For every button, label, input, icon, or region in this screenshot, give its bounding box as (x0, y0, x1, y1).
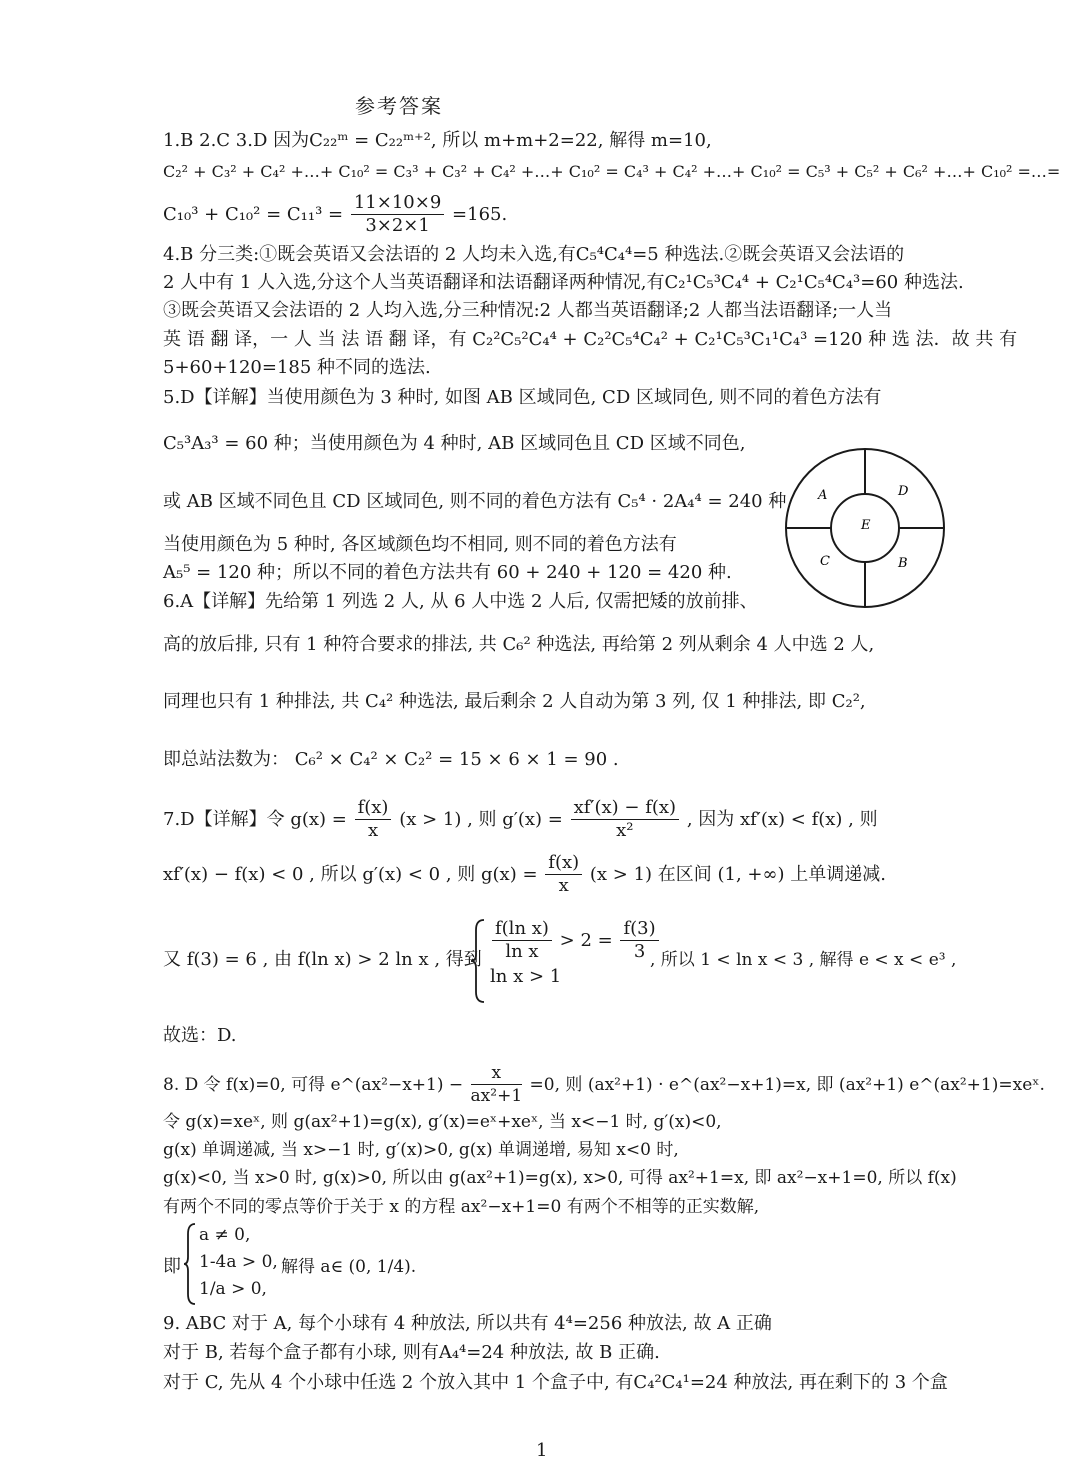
fraction-denominator: 3×2×1 (365, 215, 430, 236)
fraction-numerator: f(x) (355, 797, 392, 820)
answer-5-line-5: A₅⁵ = 120 种；所以不同的着色方法共有 60 + 240 + 120 = 420 种. (163, 562, 732, 583)
answer-4-line-4: 英 语 翻 译，一 人 当 法 语 翻 译，有 C₂²C₅²C₄⁴ + C₂²C₅⁴C₄² + C₂¹C₅³C₁¹C₄³ =120 种 选 法．故 共 有 (163, 329, 1018, 350)
answer-7-line-1 (163, 797, 933, 842)
system-row-1-mid: > 2 = (559, 929, 613, 951)
answer-8-part-b: =0, 则 (ax²+1) · e^(ax²−x+1)=x, 即 (ax²+1) e^(ax²+1)=xeˣ. (529, 1074, 1045, 1095)
page-number: 1 (536, 1440, 548, 1461)
fraction-denominator: ax²+1 (470, 1086, 523, 1106)
answer-8-line-2: 令 g(x)=xeˣ, 则 g(ax²+1)=g(x), g′(x)=eˣ+xeˣ, 当 x<−1 时, g′(x)<0, (163, 1112, 722, 1132)
answer-4-line-5: 5+60+120=185 种不同的选法. (163, 357, 431, 378)
answer-3-fraction (351, 192, 444, 237)
answer-6-line-2: 高的放后排, 只有 1 种符合要求的排法, 共 C₆² 种选法, 再给第 2 列从剩余 4 人中选 2 人, (163, 634, 875, 655)
answer-4-line-1: 4.B 分三类:①既会英语又会法语的 2 人均未入选,有C₅⁴C₄⁴=5 种选法.②既会英语又会法语的 (163, 244, 905, 265)
region-label-d: D (898, 484, 909, 499)
region-ring-figure (784, 447, 946, 609)
answer-3-result (163, 192, 933, 237)
answer-7-line-3-tail: , 所以 1 < ln x < 3 , 解得 e < x < e³ , (650, 950, 957, 970)
fraction-numerator: x (471, 1062, 523, 1085)
fraction-numerator: f(x) (545, 852, 582, 875)
fraction-numerator: xf′(x) − f(x) (571, 797, 679, 820)
answer-9-line-3: 对于 C, 先从 4 个小球中任选 2 个放入其中 1 个盒子中, 有C₄²C₄¹=24 种放法, 再在剩下的 3 个盒 (163, 1372, 948, 1393)
left-brace-icon (183, 1222, 197, 1306)
answer-3-prefix: C₁₀³ + C₁₀² = C₁₁³ = (163, 203, 344, 225)
answer-7-line-3-lead: 又 f(3) = 6 , 由 f(ln x) > 2 ln x , 得到 (163, 949, 482, 970)
region-label-e: E (861, 518, 871, 533)
system-row-1 (490, 918, 661, 963)
answer-4-line-3: ③既会英语又会法语的 2 人均入选,分三种情况:2 人都当英语翻译;2 人都当法语翻译;一人当 (163, 300, 893, 321)
answer-7-part-c: , 因为 xf′(x) < f(x) , 则 (686, 808, 878, 830)
answer-7-fraction-1 (355, 797, 392, 842)
answer-7-fraction-2 (571, 797, 679, 842)
answer-9-line-2: 对于 B, 若每个盒子都有小球, 则有A₄⁴=24 种放法, 故 B 正确. (163, 1342, 660, 1363)
answer-5-line-2: C₅³A₃³ = 60 种；当使用颜色为 4 种时, AB 区域同色且 CD 区域不同色, (163, 433, 746, 454)
answer-8-system (163, 1222, 563, 1306)
answer-8-system-prefix: 即 (163, 1256, 181, 1277)
answer-1-3: 1.B 2.C 3.D 因为C₂₂ᵐ = C₂₂ᵐ⁺², 所以 m+m+2=22, 解得 m=10, (163, 130, 712, 151)
answer-5-line-1: 5.D【详解】当使用颜色为 3 种时, 如图 AB 区域同色, CD 区域同色, 则不同的着色方法有 (163, 387, 882, 408)
answer-8-part-a: 8. D 令 f(x)=0, 可得 e^(ax²−x+1) − (163, 1074, 464, 1095)
answer-5-line-4: 当使用颜色为 5 种时, 各区域颜色均不相同, 则不同的着色方法有 (163, 534, 677, 555)
answer-7-part-b: (x > 1) , 则 g′(x) = (399, 808, 563, 830)
fraction-denominator: 3 (633, 941, 646, 962)
answer-7-line-2-b: (x > 1) 在区间 (1, +∞) 上单调递减. (589, 863, 886, 885)
left-brace-icon (470, 918, 486, 1004)
system-row-2: 1-4a > 0, (199, 1252, 278, 1272)
answer-8-line-1 (163, 1062, 1045, 1107)
answer-7-line-2 (163, 852, 933, 897)
system-row-3: 1/a > 0, (199, 1279, 267, 1299)
fraction-numerator: f(3) (620, 918, 658, 941)
fraction-numerator: 11×10×9 (351, 192, 444, 215)
system-row-1: a ≠ 0, (199, 1225, 251, 1245)
answer-8-line-5: 有两个不同的零点等价于关于 x 的方程 ax²−x+1=0 有两个不相等的正实数解, (163, 1197, 760, 1217)
answer-8-system-suffix: 解得 a∈ (0, 1/4). (281, 1257, 417, 1277)
fraction-denominator: x² (616, 820, 634, 841)
answer-7-system-rows (490, 918, 661, 991)
fraction-denominator: x (367, 820, 379, 841)
answer-8-system-rows (199, 1222, 278, 1303)
answer-8-line-4: g(x)<0, 当 x>0 时, g(x)>0, 所以由 g(ax²+1)=g(x), x>0, 可得 ax²+1=x, 即 ax²−x+1=0, 所以 f(x) (163, 1168, 957, 1188)
answer-7-conclusion: 故选：D. (163, 1025, 237, 1046)
fraction-denominator: x (558, 875, 569, 896)
answer-9-line-1: 9. ABC 对于 A, 每个小球有 4 种放法, 所以共有 4⁴=256 种放法, 故 A 正确 (163, 1313, 772, 1334)
answer-7-line-2-a: xf′(x) − f(x) < 0 , 所以 g′(x) < 0 , 则 g(x) = (163, 863, 538, 885)
answer-7-fraction-3 (545, 852, 582, 897)
region-label-b: B (898, 556, 908, 571)
system-row-2: ln x > 1 (490, 966, 562, 987)
page-title: 参考答案 (355, 94, 443, 118)
fraction-denominator: ln x (505, 941, 539, 962)
answer-6-line-4: 即总站法数为： C₆² × C₄² × C₂² = 15 × 6 × 1 = 90 . (163, 749, 619, 770)
region-label-a: A (818, 488, 828, 503)
answer-3-suffix: =165. (452, 203, 508, 225)
answer-7-part-a: 7.D【详解】令 g(x) = (163, 808, 347, 830)
answer-3-derivation: C₂² + C₃² + C₄² +…+ C₁₀² = C₃³ + C₃² + C₄² +…+ C₁₀² = C₄³ + C₄² +…+ C₁₀² = C₅³ + C₅² + C₆² +…+ C₁₀² =…= (163, 162, 1061, 181)
answer-4-line-2: 2 人中有 1 人入选,分这个人当英语翻译和法语翻译两种情况,有C₂¹C₅³C₄⁴ + C₂¹C₅⁴C₄³=60 种选法. (163, 272, 964, 293)
system-fraction-1 (492, 918, 552, 963)
answer-8-line-3: g(x) 单调递减, 当 x>−1 时, g′(x)>0, g(x) 单调递增, 易知 x<0 时, (163, 1140, 679, 1160)
answer-5-line-3: 或 AB 区域不同色且 CD 区域同色, 则不同的着色方法有 C₅⁴ · 2A₄⁴ = 240 种 (163, 491, 787, 512)
region-label-c: C (820, 554, 830, 569)
answer-8-fraction (471, 1062, 523, 1107)
answer-6-line-3: 同理也只有 1 种排法, 共 C₄² 种选法, 最后剩余 2 人自动为第 3 列, 仅 1 种排法, 即 C₂², (163, 691, 866, 712)
answer-7-system (470, 918, 656, 1004)
answer-6-line-1: 6.A【详解】先给第 1 列选 2 人, 从 6 人中选 2 人后, 仅需把矮的放前排、 (163, 591, 758, 612)
fraction-numerator: f(ln x) (492, 918, 552, 941)
